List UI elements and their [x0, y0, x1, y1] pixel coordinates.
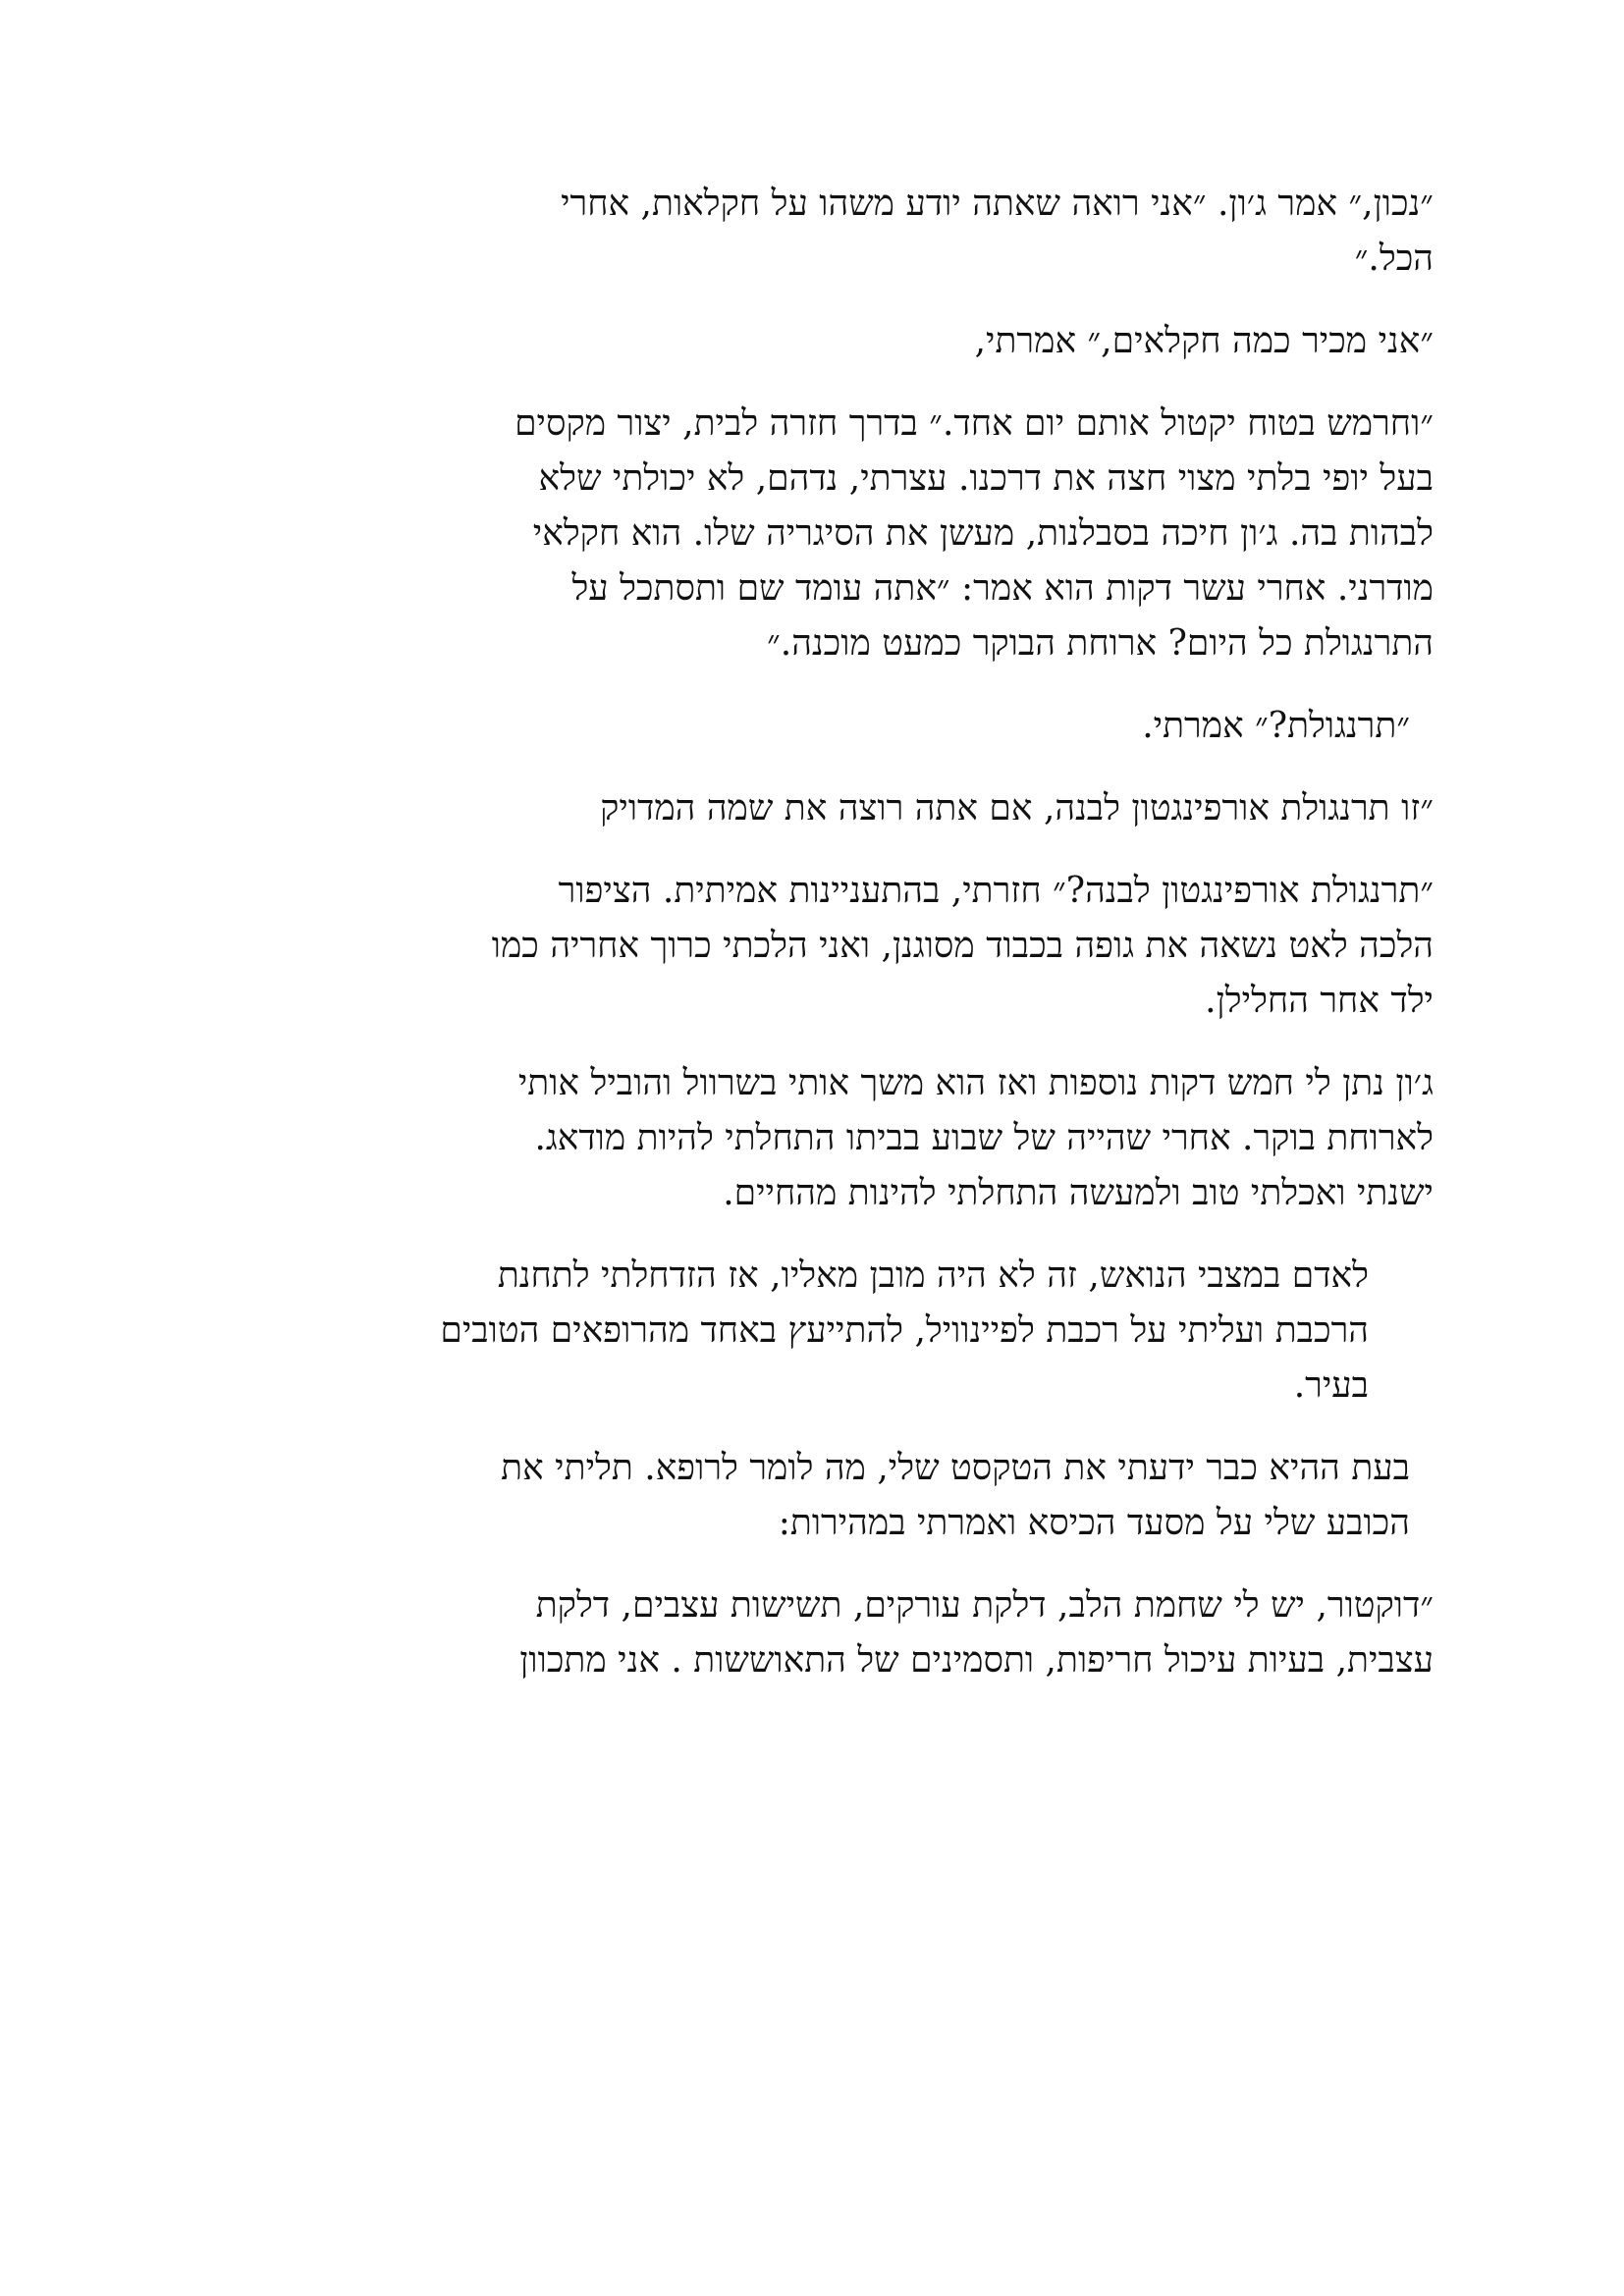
- paragraph-8: לאדם במצבי הנואש, זה לא היה מובן מאליו, אז הזדחלתי לתחנת הרכבת ועליתי על רכבת לפיינוויל, להתייעץ באחד מהרופאים הטובים בעיר.: [440, 1255, 1369, 1406]
- paragraph-7: ג׳ון נתן לי חמש דקות נוספות ואז הוא משך אותי בשרוול והוביל אותי לארוחת בוקר. אחרי שהייה של שבוע בביתו התחלתי להיות מודאג. ישנתי ואכלתי טוב ולמעשה התחלתי להינות מהחיים.: [517, 1063, 1434, 1213]
- body-text: [192, 177, 1434, 1716]
- paragraph-6: ״תרנגולת אורפינגטון לבנה?״ חזרתי, בהתעניינות אמיתית. הציפור הלכה לאט נשאה את גופה בכבוד מסוגנן, ואני הלכתי כרוך אחריה כמו ילד אחר החלילן.: [491, 871, 1434, 1021]
- paragraph-4: ״תרנגולת?״ אמרתי.: [1142, 706, 1410, 746]
- paragraph-10: ״דוקטור, יש לי שחמת הלב, דלקת עורקים, תשישות עצבים, דלקת עצבית, בעיות עיכול חריפות, ותסמינים של התאוששות . אני מתכוון: [519, 1585, 1434, 1681]
- paragraph-3: ״וחרמש בטוח יקטול אותם יום אחד.״ בדרך חזרה לבית, יצור מקסים בעל יופי בלתי מצוי חצה את דרכנו. עצרתי, נדהם, לא יכולתי שלא לבהות בה. ג׳ון חיכה בסבלנות, מעשן את הסיגריה שלו. הוא חקלאי מודרני. אחרי עשר דקות הוא אמר: ״אתה עומד שם ותסתכל על התרנגולת כל היום? ארוחת הבוקר כמעט מוכנה.״: [514, 403, 1434, 664]
- paragraph-9: בעת ההיא כבר ידעתי את הטקסט שלי, מה לומר לרופא. תליתי את הכובע שלי על מסעד הכיסא ואמרתי במהירות:: [501, 1448, 1410, 1543]
- paragraph-1: ״נכון,״ אמר ג׳ון. ״אני רואה שאתה יודע משהו על חקלאות, אחרי הכל.״: [561, 184, 1434, 279]
- paragraph-2: ״אני מכיר כמה חקלאים,״ אמרתי,: [974, 321, 1434, 361]
- paragraph-5: ״זו תרנגולת אורפינגטון לבנה, אם אתה רוצה את שמה המדויק: [600, 788, 1434, 828]
